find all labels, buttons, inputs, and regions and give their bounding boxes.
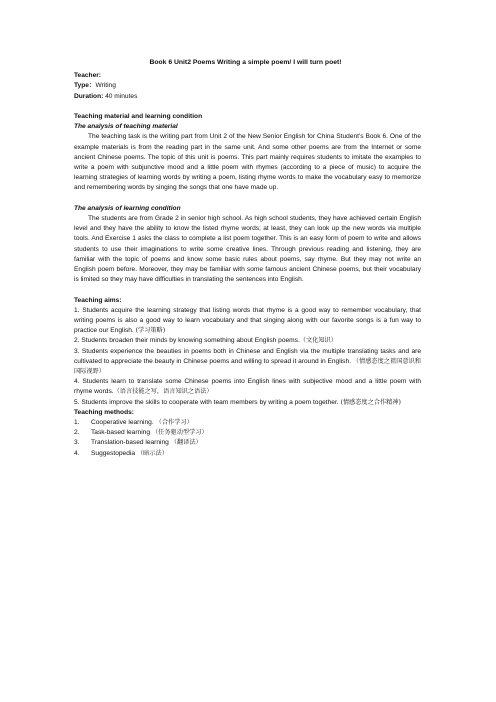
method-item: 2. Task-based learning （任务驱动型学习） [74, 429, 208, 437]
method-item: 3. Translation-based learning （翻译法） [74, 439, 202, 447]
aims-list [74, 306, 421, 408]
teacher-label: Teacher: [74, 72, 101, 80]
document-body [74, 58, 421, 459]
subheading-teaching-material: The analysis of teaching material [74, 123, 178, 131]
methods-list [74, 418, 421, 459]
aim-item: 4. Students learn to translate some Chinese poems into English lines with subjective mood and a little poem with rhyme words.（语言技能之写，语言知识之语法） [74, 378, 421, 396]
paragraph-learning-condition: The students are from Grade 2 in senior high school. As high school students, they have achieved certain English level and they have the ability to know the listed rhyme words; at least, they can look up the new words via multiple tools. And Exercise 1 asks the class to complete a list poem together. This is an easy form of poem to write and allows students to use their imaginations to write some creative lines. Through previous reading and listening, they are familiar with the topic of poems and know some basic rules about poems, say rhyme. But they may not write an English poem before. Moreover, they may be familiar with some famous ancient Chinese poems, but their vocabulary is limited so they may have difficulties in translating the sentences into English. [74, 214, 421, 284]
type-line [74, 81, 421, 91]
aim-item: 1. Students acquire the learning strategy that listing words that rhyme is a good way to remember vocabulary, that writing poems is also a good way to learn vocabulary and that singing along with our favorite songs is a fun way to practice our English. (学习策略) [74, 306, 421, 335]
subheading-learning-condition: The analysis of learning condition [74, 204, 181, 212]
duration-label: Duration: [74, 92, 104, 100]
type-label: Type： [74, 82, 96, 90]
methods-heading: Teaching methods: [74, 408, 134, 416]
aims-heading: Teaching aims: [74, 296, 122, 304]
meta-block [74, 71, 421, 102]
section-heading-material: Teaching material and learning condition [74, 112, 203, 120]
document-title: Book 6 Unit2 Poems Writing a simple poem/ I will turn poet! [149, 59, 342, 66]
type-value: Writing [95, 82, 116, 90]
aim-item: 3. Students experience the beauties in poems both in Chinese and English via the multiple translating tasks and are cultivated to appreciate the beauty in Chinese poems and willing to spread it around in English. （情感态度之祖国意识和国际视野） [74, 347, 421, 375]
aim-item: 2. Students broaden their minds by knowing something about English poems.（文化知识） [74, 337, 337, 345]
method-item: 4. Suggestopedia （暗示法） [74, 449, 168, 457]
aim-item: 5. Students improve the skills to cooperate with team members by writing a poem together. (情感态度之合作精神) [74, 398, 401, 406]
duration-value: 40 minutes [103, 92, 138, 100]
duration-line [74, 92, 421, 102]
teacher-line [74, 71, 421, 81]
paragraph-teaching-material: The teaching task is the writing part from Unit 2 of the New Senior English for China Student's Book 6. One of the example materials is from the reading part in the same unit. And some other poems are from the Internet or some ancient Chinese poems. The topic of this unit is poems. This part mainly requires students to imitate the examples to write a poem with subjunctive mood and a little poem with rhymes (according to a piece of music) to acquire the learning strategies of learning words by writing a poem, listing rhyme words to make the vocabulary easy to memorize and remembering words by singing the songs that one have made up. [74, 133, 421, 192]
method-item: 1. Cooperative learning. （合作学习） [74, 419, 193, 427]
